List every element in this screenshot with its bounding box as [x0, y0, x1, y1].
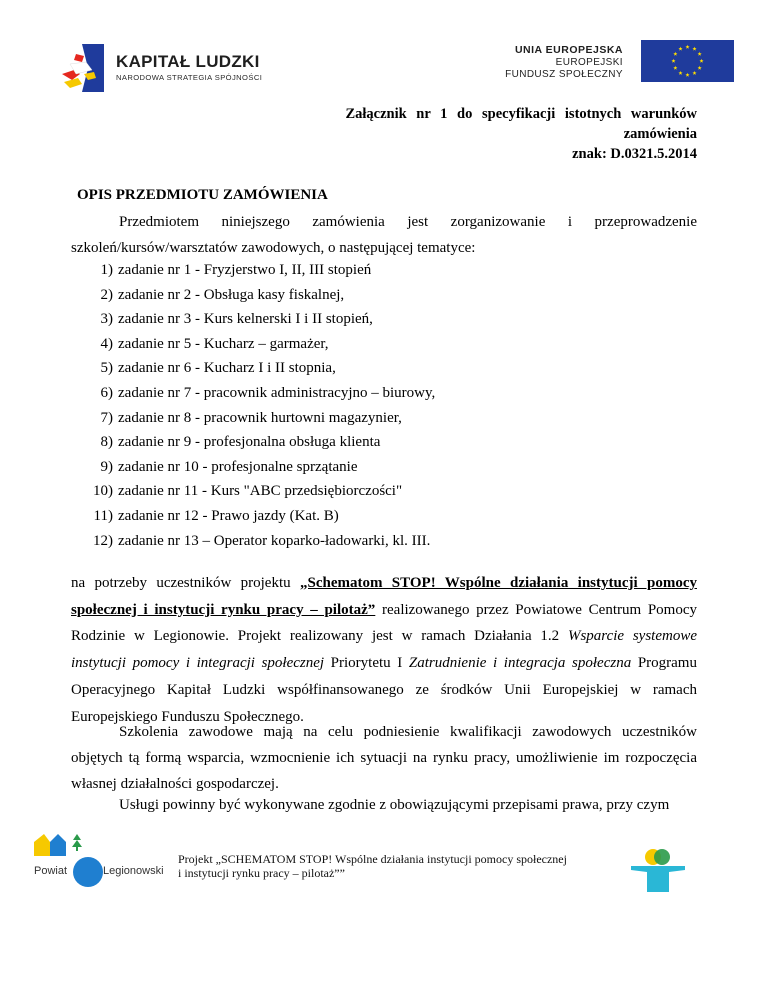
list-item-text: zadanie nr 7 - pracownik administracyjno – biurowy, [118, 384, 436, 401]
kapital-ludzki-title: KAPITAŁ LUDZKI [116, 52, 260, 71]
annex-reference: znak: D.0321.5.2014 [572, 146, 697, 162]
eu-flag-icon [641, 40, 734, 82]
list-item [71, 360, 435, 385]
legionowski-word: Legionowski [103, 865, 164, 877]
list-item-number: 8) [100, 434, 113, 451]
list-item-text: zadanie nr 2 - Obsługa kasy fiskalnej, [118, 286, 345, 303]
list-item [71, 434, 435, 459]
list-item [71, 533, 435, 558]
list-item-number: 11) [93, 507, 113, 524]
powiat-word: Powiat [34, 865, 68, 877]
list-item-number: 12) [93, 532, 113, 549]
list-item [71, 410, 435, 435]
section-heading: OPIS PRZEDMIOTU ZAMÓWIENIA [77, 187, 328, 203]
project-pre: na potrzeby uczestników projektu [71, 575, 300, 591]
list-item-text: zadanie nr 1 - Fryzjerstwo I, II, III stopień [118, 262, 372, 278]
kapital-ludzki-emblem-icon [62, 44, 104, 92]
project-paragraph [71, 570, 697, 730]
list-item-number: 1) [100, 262, 113, 278]
list-item-number: 2) [100, 286, 113, 303]
footer-line1: Projekt „SCHEMATOM STOP! Wspólne działania instytucji pomocy społecznej [178, 852, 567, 866]
list-item-number: 7) [100, 409, 113, 426]
eu-label [505, 44, 623, 81]
eu-line2: EUROPEJSKI [555, 57, 623, 68]
list-item [71, 483, 435, 508]
list-item-text: zadanie nr 12 - Prawo jazdy (Kat. B) [118, 507, 339, 524]
priority-name: Zatrudnienie i integracja społeczna [408, 655, 632, 672]
list-item-number: 5) [100, 360, 113, 377]
list-item-text: zadanie nr 10 - profesjonalne sprzątanie [118, 458, 358, 475]
list-item-number: 4) [100, 335, 113, 352]
list-item [71, 311, 435, 336]
list-item-text: zadanie nr 3 - Kurs kelnerski I i II stopień, [118, 311, 373, 328]
powiat-emblem-icon [34, 832, 174, 892]
annex-line2: zamówienia [623, 126, 697, 142]
list-item-number: 3) [100, 311, 113, 328]
list-item [71, 287, 435, 312]
list-item [71, 262, 435, 287]
list-item-text: zadanie nr 5 - Kucharz – garmażer, [118, 335, 329, 352]
list-item [71, 508, 435, 533]
list-item-text: zadanie nr 6 - Kucharz I i II stopnia, [118, 360, 336, 377]
kapital-ludzki-logo [62, 44, 282, 94]
intro-paragraph: Przedmiotem niniejszego zamówienia jest zorganizowanie i przeprowadzenie szkoleń/kursów/warsztatów zawodowych, o następującej tematyce: [71, 214, 697, 256]
annex-block [277, 104, 697, 164]
project-name: „Schematom STOP! Wspólne działania instytucji pomocy społecznej i instytucji rynku pracy – pilotaż” [71, 575, 697, 618]
list-item-number: 6) [100, 384, 113, 401]
list-item [71, 385, 435, 410]
list-item-number: 10) [93, 483, 113, 500]
footer-line2: i instytucji rynku pracy – pilotaż”” [178, 866, 345, 880]
powiat-legionowski-logo [34, 832, 174, 892]
list-item [71, 459, 435, 484]
list-item-text: zadanie nr 13 – Operator koparko-ładowarki, kl. III. [118, 532, 431, 549]
list-item-number: 9) [100, 458, 113, 475]
measure-name: Wsparcie systemowe instytucji pomocy i integracji społecznej [71, 628, 697, 672]
task-list [71, 262, 435, 557]
list-item-text: zadanie nr 11 - Kurs "ABC przedsiębiorczości" [118, 483, 403, 500]
footer-project-text [178, 852, 567, 880]
training-goals-paragraph: Szkolenia zawodowe mają na celu podniesienie kwalifikacji zawodowych uczestników objętych tą formą wsparcia, wzmocnienie ich sytuacji na rynku pracy, umożliwienie im rozpoczęcia własnej działalności gospodarczej. [71, 724, 697, 792]
project-mid1: realizowanego przez Powiatowe Centrum Pomocy Rodzinie w Legionowie. Projekt realizowany jest w ramach Działania 1.2 [71, 601, 698, 645]
annex-line1: Załącznik nr 1 do specyfikacji istotnych warunków [345, 106, 697, 122]
schematom-stop-logo-icon [629, 848, 687, 894]
eu-line3: FUNDUSZ SPOŁECZNY [505, 69, 623, 80]
list-item-text: zadanie nr 8 - pracownik hurtowni magazynier, [118, 409, 402, 426]
list-item [71, 336, 435, 361]
project-end: Programu Operacyjnego Kapitał Ludzki współfinansowanego ze środków Unii Europejskiej w ramach Europejskiego Funduszu Społecznego. [71, 655, 697, 725]
project-mid2: Priorytetu I [324, 655, 409, 672]
list-item-text: zadanie nr 9 - profesjonalna obsługa klienta [118, 434, 381, 451]
kapital-ludzki-subtitle: NARODOWA STRATEGIA SPÓJNOŚCI [116, 73, 263, 82]
eu-line1: UNIA EUROPEJSKA [514, 44, 623, 56]
services-paragraph: Usługi powinny być wykonywane zgodnie z obowiązującymi przepisami prawa, przy czym [119, 797, 670, 813]
